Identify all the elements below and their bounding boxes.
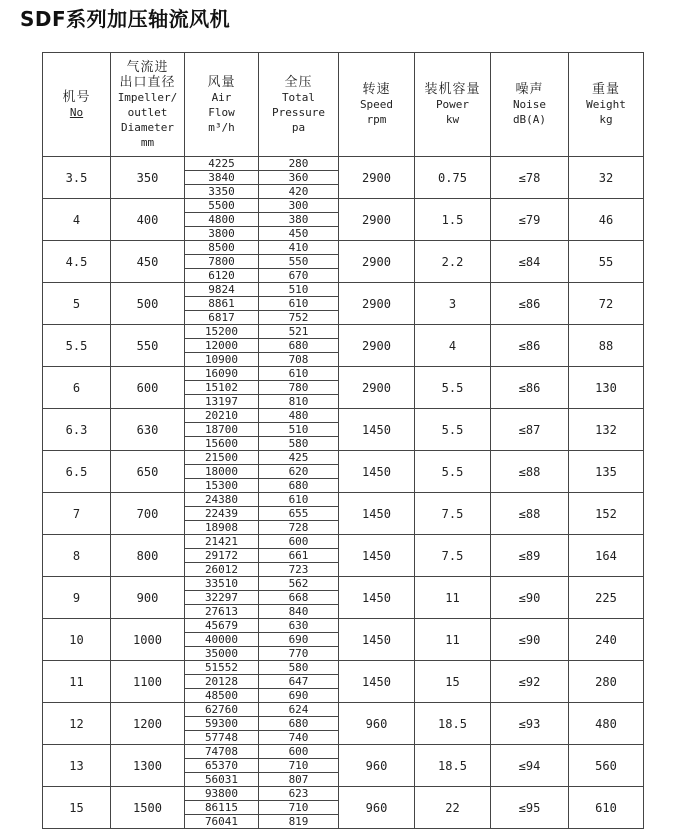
header-row <box>43 53 644 157</box>
cell-speed: 2900 <box>339 325 415 367</box>
table-row <box>43 199 644 213</box>
cell-no: 5 <box>43 283 111 325</box>
cell-noise: ≤93 <box>491 703 569 745</box>
cell-pressure: 630 <box>259 619 339 633</box>
cell-pressure: 480 <box>259 409 339 423</box>
cell-airflow: 29172 <box>185 549 259 563</box>
cell-speed: 2900 <box>339 283 415 325</box>
cell-airflow: 26012 <box>185 563 259 577</box>
cell-airflow: 4800 <box>185 213 259 227</box>
header-line: outlet <box>127 105 168 119</box>
cell-speed: 1450 <box>339 577 415 619</box>
cell-noise: ≤90 <box>491 619 569 661</box>
cell-speed: 2900 <box>339 241 415 283</box>
cell-airflow: 20210 <box>185 409 259 423</box>
cell-pressure: 360 <box>259 171 339 185</box>
cell-no: 6.5 <box>43 451 111 493</box>
cell-speed: 1450 <box>339 493 415 535</box>
cell-pressure: 521 <box>259 325 339 339</box>
cell-power: 0.75 <box>415 157 491 199</box>
table-row <box>43 283 644 297</box>
cell-no: 11 <box>43 661 111 703</box>
cell-noise: ≤88 <box>491 451 569 493</box>
cell-diameter: 800 <box>111 535 185 577</box>
cell-diameter: 600 <box>111 367 185 409</box>
cell-pressure: 624 <box>259 703 339 717</box>
cell-noise: ≤86 <box>491 283 569 325</box>
cell-weight: 610 <box>569 787 644 829</box>
cell-diameter: 1300 <box>111 745 185 787</box>
cell-airflow: 51552 <box>185 661 259 675</box>
cell-speed: 1450 <box>339 661 415 703</box>
cell-airflow: 8500 <box>185 241 259 255</box>
cell-pressure: 710 <box>259 759 339 773</box>
cell-pressure: 425 <box>259 451 339 465</box>
cell-pressure: 450 <box>259 227 339 241</box>
cell-pressure: 661 <box>259 549 339 563</box>
cell-pressure: 810 <box>259 395 339 409</box>
cell-airflow: 5500 <box>185 199 259 213</box>
header-line: 噪声 <box>515 82 544 97</box>
table-row <box>43 367 644 381</box>
cell-noise: ≤90 <box>491 577 569 619</box>
cell-pressure: 728 <box>259 521 339 535</box>
header-line: No <box>69 105 84 119</box>
header-cell-pressure <box>259 53 339 157</box>
cell-airflow: 74708 <box>185 745 259 759</box>
cell-pressure: 690 <box>259 633 339 647</box>
cell-airflow: 4225 <box>185 157 259 171</box>
cell-noise: ≤86 <box>491 325 569 367</box>
cell-no: 9 <box>43 577 111 619</box>
cell-airflow: 32297 <box>185 591 259 605</box>
header-cell-noise <box>491 53 569 157</box>
header-line: kw <box>445 113 460 126</box>
table-row <box>43 325 644 339</box>
header-line: mm <box>140 135 155 149</box>
cell-pressure: 610 <box>259 493 339 507</box>
header-cell-no <box>43 53 111 157</box>
cell-airflow: 56031 <box>185 773 259 787</box>
cell-pressure: 580 <box>259 661 339 675</box>
cell-diameter: 1200 <box>111 703 185 745</box>
cell-airflow: 24380 <box>185 493 259 507</box>
header-line: Noise <box>512 98 547 111</box>
cell-airflow: 48500 <box>185 689 259 703</box>
cell-pressure: 420 <box>259 185 339 199</box>
cell-pressure: 807 <box>259 773 339 787</box>
cell-airflow: 9824 <box>185 283 259 297</box>
page-title: SDF系列加压轴流风机 <box>20 7 231 31</box>
cell-no: 6 <box>43 367 111 409</box>
cell-airflow: 21500 <box>185 451 259 465</box>
cell-diameter: 650 <box>111 451 185 493</box>
cell-airflow: 76041 <box>185 815 259 829</box>
cell-power: 3 <box>415 283 491 325</box>
cell-no: 4 <box>43 199 111 241</box>
header-cell-speed <box>339 53 415 157</box>
cell-diameter: 1500 <box>111 787 185 829</box>
cell-pressure: 600 <box>259 535 339 549</box>
cell-noise: ≤84 <box>491 241 569 283</box>
cell-pressure: 550 <box>259 255 339 269</box>
cell-noise: ≤89 <box>491 535 569 577</box>
cell-airflow: 15200 <box>185 325 259 339</box>
cell-diameter: 550 <box>111 325 185 367</box>
cell-pressure: 300 <box>259 199 339 213</box>
header-line: 重量 <box>591 82 620 97</box>
cell-no: 6.3 <box>43 409 111 451</box>
cell-pressure: 840 <box>259 605 339 619</box>
header-line: Diameter <box>121 120 174 134</box>
header-line: Impeller/ <box>117 90 178 104</box>
cell-airflow: 13197 <box>185 395 259 409</box>
cell-pressure: 620 <box>259 465 339 479</box>
cell-airflow: 15102 <box>185 381 259 395</box>
header-line: dB(A) <box>512 113 547 126</box>
table-row <box>43 157 644 171</box>
cell-pressure: 647 <box>259 675 339 689</box>
cell-pressure: 680 <box>259 479 339 493</box>
cell-diameter: 900 <box>111 577 185 619</box>
cell-pressure: 655 <box>259 507 339 521</box>
cell-airflow: 18908 <box>185 521 259 535</box>
cell-pressure: 710 <box>259 801 339 815</box>
cell-speed: 2900 <box>339 157 415 199</box>
header-line: Air <box>211 90 232 104</box>
cell-speed: 2900 <box>339 199 415 241</box>
header-line: 全压 <box>284 74 313 90</box>
cell-airflow: 18000 <box>185 465 259 479</box>
cell-no: 4.5 <box>43 241 111 283</box>
cell-airflow: 18700 <box>185 423 259 437</box>
cell-pressure: 670 <box>259 269 339 283</box>
cell-airflow: 15300 <box>185 479 259 493</box>
cell-airflow: 10900 <box>185 353 259 367</box>
cell-weight: 72 <box>569 283 644 325</box>
header-line: 机号 <box>62 89 91 105</box>
table-row <box>43 577 644 591</box>
cell-noise: ≤78 <box>491 157 569 199</box>
cell-airflow: 6120 <box>185 269 259 283</box>
cell-airflow: 57748 <box>185 731 259 745</box>
cell-pressure: 752 <box>259 311 339 325</box>
table-row <box>43 535 644 549</box>
cell-airflow: 3840 <box>185 171 259 185</box>
cell-diameter: 1100 <box>111 661 185 703</box>
table-row <box>43 493 644 507</box>
cell-weight: 152 <box>569 493 644 535</box>
cell-airflow: 86115 <box>185 801 259 815</box>
header-cell-power <box>415 53 491 157</box>
spec-table-body <box>43 157 644 829</box>
table-row <box>43 619 644 633</box>
cell-weight: 88 <box>569 325 644 367</box>
cell-pressure: 723 <box>259 563 339 577</box>
header-line: m³/h <box>208 120 235 134</box>
cell-pressure: 610 <box>259 297 339 311</box>
cell-pressure: 819 <box>259 815 339 829</box>
cell-airflow: 3800 <box>185 227 259 241</box>
cell-noise: ≤87 <box>491 409 569 451</box>
cell-weight: 46 <box>569 199 644 241</box>
header-line: Speed <box>359 98 394 111</box>
spec-table-head <box>43 53 644 157</box>
spec-table <box>42 52 644 829</box>
cell-pressure: 510 <box>259 423 339 437</box>
cell-no: 10 <box>43 619 111 661</box>
header-cell-diameter <box>111 53 185 157</box>
cell-pressure: 770 <box>259 647 339 661</box>
cell-airflow: 8861 <box>185 297 259 311</box>
cell-noise: ≤86 <box>491 367 569 409</box>
cell-power: 18.5 <box>415 703 491 745</box>
cell-speed: 1450 <box>339 451 415 493</box>
cell-weight: 135 <box>569 451 644 493</box>
cell-power: 7.5 <box>415 535 491 577</box>
cell-airflow: 33510 <box>185 577 259 591</box>
cell-pressure: 410 <box>259 241 339 255</box>
cell-no: 15 <box>43 787 111 829</box>
cell-no: 13 <box>43 745 111 787</box>
header-cell-weight <box>569 53 644 157</box>
cell-speed: 960 <box>339 745 415 787</box>
header-line: kg <box>599 113 613 126</box>
cell-pressure: 580 <box>259 437 339 451</box>
cell-weight: 240 <box>569 619 644 661</box>
header-line: 出口直径 <box>119 74 176 90</box>
cell-pressure: 690 <box>259 689 339 703</box>
cell-airflow: 7800 <box>185 255 259 269</box>
header-line: Weight <box>586 98 626 111</box>
cell-weight: 132 <box>569 409 644 451</box>
cell-airflow: 65370 <box>185 759 259 773</box>
cell-weight: 164 <box>569 535 644 577</box>
cell-airflow: 15600 <box>185 437 259 451</box>
cell-pressure: 680 <box>259 339 339 353</box>
cell-pressure: 510 <box>259 283 339 297</box>
cell-no: 7 <box>43 493 111 535</box>
cell-pressure: 740 <box>259 731 339 745</box>
table-row <box>43 409 644 423</box>
cell-airflow: 62760 <box>185 703 259 717</box>
cell-power: 7.5 <box>415 493 491 535</box>
cell-power: 5.5 <box>415 367 491 409</box>
cell-power: 15 <box>415 661 491 703</box>
header-line: pa <box>291 120 306 134</box>
cell-diameter: 350 <box>111 157 185 199</box>
cell-noise: ≤95 <box>491 787 569 829</box>
cell-pressure: 280 <box>259 157 339 171</box>
cell-pressure: 780 <box>259 381 339 395</box>
cell-diameter: 700 <box>111 493 185 535</box>
cell-no: 5.5 <box>43 325 111 367</box>
header-cell-airflow <box>185 53 259 157</box>
table-row <box>43 745 644 759</box>
cell-weight: 130 <box>569 367 644 409</box>
cell-speed: 2900 <box>339 367 415 409</box>
cell-speed: 1450 <box>339 619 415 661</box>
header-line: 转速 <box>362 82 391 97</box>
cell-airflow: 93800 <box>185 787 259 801</box>
cell-pressure: 610 <box>259 367 339 381</box>
cell-diameter: 400 <box>111 199 185 241</box>
header-line: Total <box>281 90 316 104</box>
cell-diameter: 630 <box>111 409 185 451</box>
cell-airflow: 35000 <box>185 647 259 661</box>
cell-weight: 560 <box>569 745 644 787</box>
header-line: Pressure <box>272 105 325 119</box>
cell-airflow: 3350 <box>185 185 259 199</box>
cell-weight: 480 <box>569 703 644 745</box>
header-line: 气流进 <box>126 59 169 75</box>
cell-weight: 55 <box>569 241 644 283</box>
cell-noise: ≤79 <box>491 199 569 241</box>
header-line: 风量 <box>207 74 236 90</box>
cell-pressure: 708 <box>259 353 339 367</box>
cell-diameter: 1000 <box>111 619 185 661</box>
cell-power: 1.5 <box>415 199 491 241</box>
cell-power: 11 <box>415 619 491 661</box>
table-row <box>43 451 644 465</box>
cell-airflow: 45679 <box>185 619 259 633</box>
cell-airflow: 40000 <box>185 633 259 647</box>
cell-speed: 1450 <box>339 409 415 451</box>
cell-noise: ≤88 <box>491 493 569 535</box>
cell-weight: 32 <box>569 157 644 199</box>
cell-noise: ≤94 <box>491 745 569 787</box>
table-row <box>43 241 644 255</box>
cell-no: 12 <box>43 703 111 745</box>
cell-weight: 225 <box>569 577 644 619</box>
cell-weight: 280 <box>569 661 644 703</box>
cell-power: 4 <box>415 325 491 367</box>
cell-airflow: 59300 <box>185 717 259 731</box>
cell-power: 5.5 <box>415 451 491 493</box>
cell-airflow: 21421 <box>185 535 259 549</box>
cell-noise: ≤92 <box>491 661 569 703</box>
cell-pressure: 380 <box>259 213 339 227</box>
cell-pressure: 623 <box>259 787 339 801</box>
header-line: Flow <box>208 105 235 119</box>
cell-power: 2.2 <box>415 241 491 283</box>
cell-no: 3.5 <box>43 157 111 199</box>
header-line: 装机容量 <box>424 82 481 97</box>
cell-airflow: 16090 <box>185 367 259 381</box>
cell-pressure: 668 <box>259 591 339 605</box>
table-row <box>43 703 644 717</box>
cell-pressure: 680 <box>259 717 339 731</box>
header-line: Power <box>435 98 470 111</box>
cell-power: 11 <box>415 577 491 619</box>
table-row <box>43 661 644 675</box>
cell-power: 18.5 <box>415 745 491 787</box>
table-row <box>43 787 644 801</box>
cell-power: 5.5 <box>415 409 491 451</box>
cell-pressure: 600 <box>259 745 339 759</box>
cell-airflow: 20128 <box>185 675 259 689</box>
cell-no: 8 <box>43 535 111 577</box>
cell-speed: 960 <box>339 703 415 745</box>
cell-speed: 1450 <box>339 535 415 577</box>
header-line: rpm <box>366 113 387 126</box>
cell-diameter: 500 <box>111 283 185 325</box>
cell-airflow: 12000 <box>185 339 259 353</box>
cell-airflow: 6817 <box>185 311 259 325</box>
cell-diameter: 450 <box>111 241 185 283</box>
cell-pressure: 562 <box>259 577 339 591</box>
cell-airflow: 22439 <box>185 507 259 521</box>
cell-airflow: 27613 <box>185 605 259 619</box>
cell-speed: 960 <box>339 787 415 829</box>
cell-power: 22 <box>415 787 491 829</box>
